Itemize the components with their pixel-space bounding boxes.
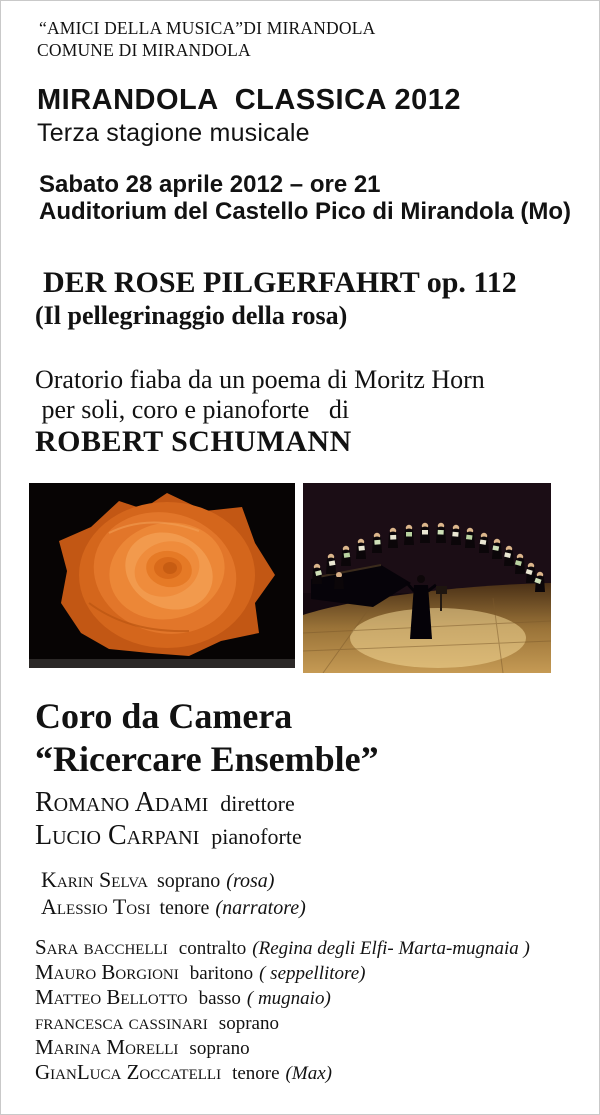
season-subtitle: Terza stagione musicale bbox=[37, 119, 310, 147]
cast-line bbox=[35, 1035, 530, 1060]
rose-photo bbox=[29, 483, 295, 668]
soloist-character: (narratore) bbox=[215, 897, 306, 919]
cast-name: Mauro Borgioni bbox=[35, 960, 179, 984]
soloist-line bbox=[41, 867, 306, 894]
cast-line bbox=[35, 985, 530, 1010]
cast-voice: contralto bbox=[178, 938, 247, 959]
director-name: Romano Adami bbox=[35, 787, 209, 818]
cast-voice: basso bbox=[198, 988, 241, 1009]
ensemble-name-line-2: “Ricercare Ensemble” bbox=[35, 739, 379, 779]
cast-name: Sara bacchelli bbox=[35, 935, 168, 959]
director-role: direttore bbox=[220, 791, 295, 816]
choir-image bbox=[303, 483, 551, 673]
organizer-line-2: COMUNE DI MIRANDOLA bbox=[37, 40, 251, 60]
soloist-voice: soprano bbox=[156, 870, 221, 892]
cast-line bbox=[35, 1060, 530, 1085]
cast-line bbox=[35, 1010, 530, 1035]
pianist-role: pianoforte bbox=[211, 824, 302, 849]
rose-image bbox=[29, 483, 295, 668]
cast-name: Marina Morelli bbox=[35, 1035, 179, 1059]
work-description-line-2: per soli, coro e pianoforte di bbox=[35, 395, 350, 424]
soloists-block bbox=[41, 867, 306, 921]
cast-character: (Max) bbox=[285, 1063, 332, 1084]
work-title: DER ROSE PILGERFAHRT op. 112 bbox=[43, 266, 517, 299]
event-date: Sabato 28 aprile 2012 – ore 21 bbox=[39, 171, 381, 198]
soloist-name: Alessio Tosi bbox=[41, 894, 151, 919]
cast-name: Matteo Bellotto bbox=[35, 985, 188, 1009]
cast-name: GianLuca Zoccatelli bbox=[35, 1060, 222, 1084]
cast-name: francesca cassinari bbox=[35, 1010, 208, 1034]
soloist-voice: tenore bbox=[159, 897, 210, 919]
soloist-character: (rosa) bbox=[226, 870, 275, 892]
soloist-line bbox=[41, 894, 306, 921]
event-venue: Auditorium del Castello Pico di Mirandola (Mo) bbox=[39, 198, 572, 225]
ensemble-name-line-1: Coro da Camera bbox=[35, 696, 293, 736]
cast-voice: tenore bbox=[232, 1063, 280, 1084]
credit-line-director bbox=[35, 787, 302, 820]
cast-voice: soprano bbox=[189, 1038, 250, 1059]
choir-photo bbox=[303, 483, 551, 673]
work-subtitle: (Il pellegrinaggio della rosa) bbox=[35, 301, 348, 330]
season-title: MIRANDOLA CLASSICA 2012 bbox=[37, 84, 461, 116]
credits-block bbox=[35, 787, 302, 853]
cast-character: (Regina degli Elfi- Marta-mugnaia ) bbox=[252, 938, 530, 959]
organizer-line-1: “AMICI DELLA MUSICA”DI MIRANDOLA bbox=[39, 18, 376, 38]
cast-line bbox=[35, 935, 530, 960]
cast-character: ( mugnaio) bbox=[246, 988, 331, 1009]
cast-block bbox=[35, 935, 530, 1085]
work-description-line-1: Oratorio fiaba da un poema di Moritz Horn bbox=[35, 365, 485, 394]
soloist-name: Karin Selva bbox=[41, 867, 148, 892]
credit-line-pianist bbox=[35, 820, 302, 853]
cast-character: ( seppellitore) bbox=[259, 963, 366, 984]
cast-voice: soprano bbox=[218, 1013, 279, 1034]
pianist-name: Lucio Carpani bbox=[35, 820, 200, 851]
cast-voice: baritono bbox=[189, 963, 254, 984]
cast-line bbox=[35, 960, 530, 985]
composer-name: ROBERT SCHUMANN bbox=[35, 425, 352, 458]
